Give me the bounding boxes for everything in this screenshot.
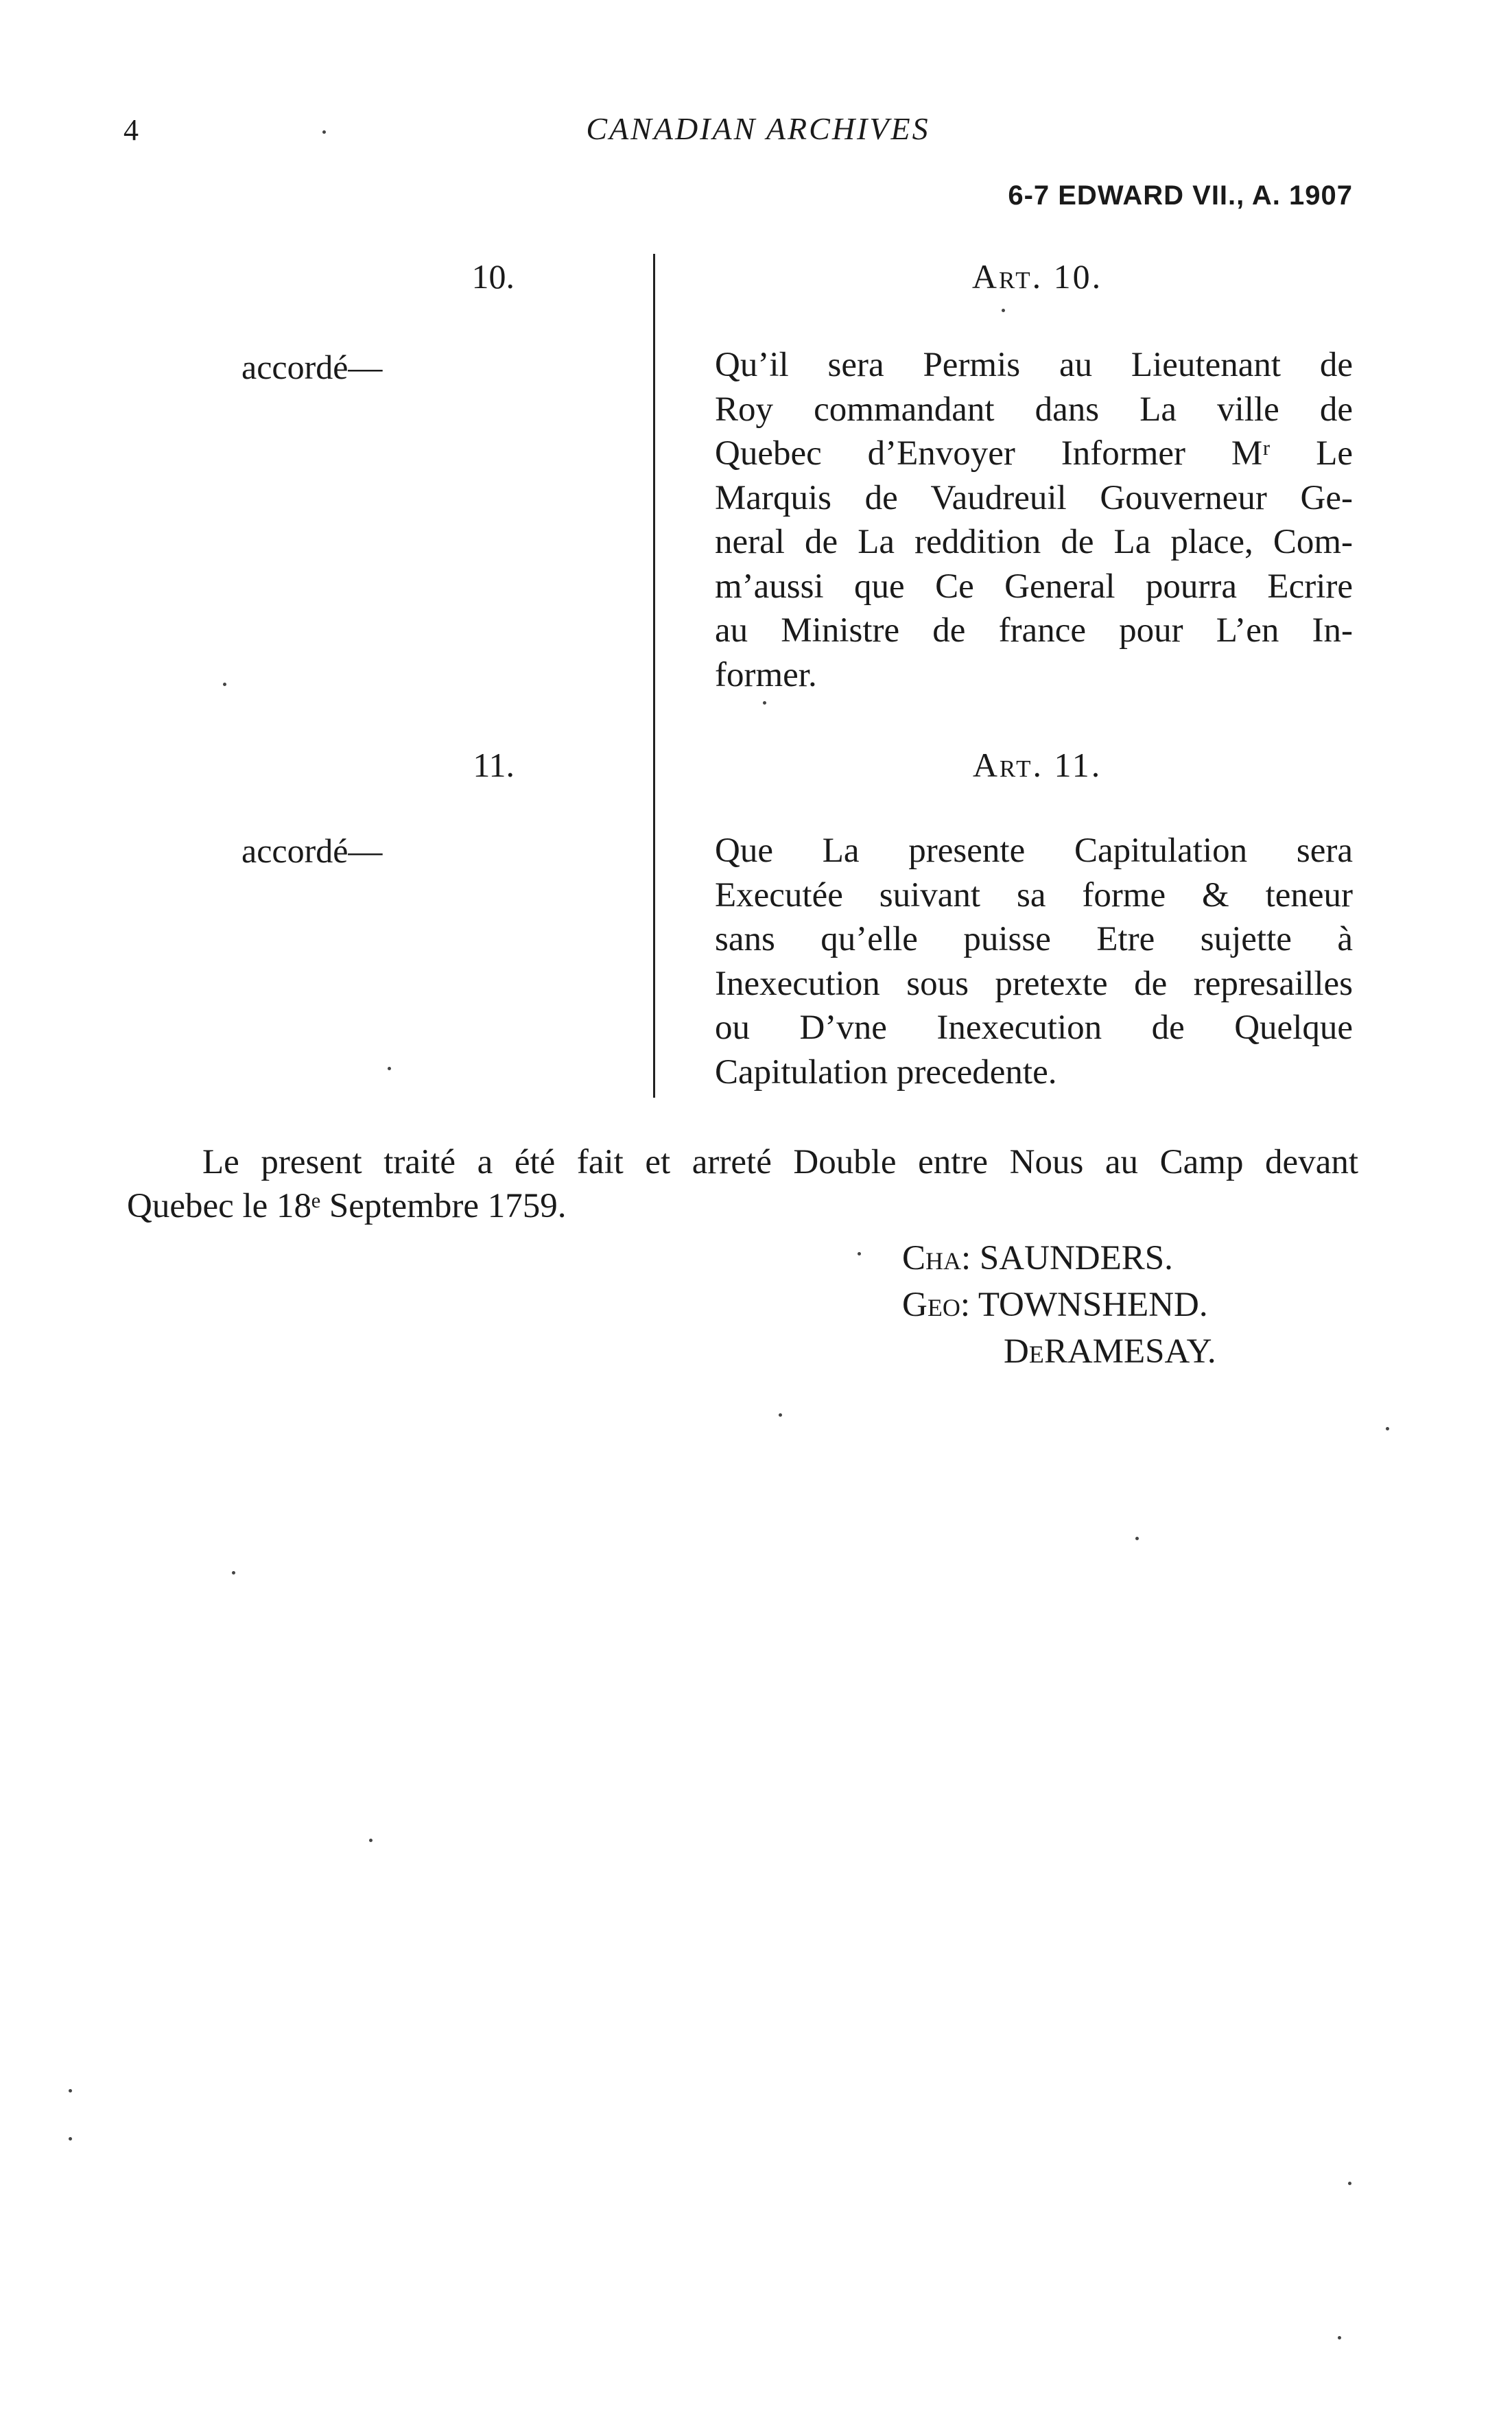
closing-line: Quebec le 18ᵉ Septembre 1759. [127,1187,567,1225]
article-line: ou D’vne Inexecution de Quelque [715,1009,1353,1047]
article-line: Executée suivant sa forme & teneur [715,875,1353,915]
scan-speck [223,683,226,686]
article-line: m’aussi que Ce General pourra Ecrire [715,567,1353,606]
article-line: Inexecution sous pretexte de represailles [715,964,1353,1003]
left-note-article-10: accordé— [241,348,383,386]
left-article-number-11: 11. [473,746,515,784]
article-line: Roy commandant dans La ville de [715,390,1353,429]
scan-speck [1338,2336,1341,2339]
article-line: Capitulation precedente. [715,1052,1057,1092]
scan-speck [779,1413,782,1417]
article-body-11 [715,829,1353,1094]
page-number: 4 [123,113,139,147]
session-line: 6-7 EDWARD VII., A. 1907 [1008,180,1353,211]
left-note-article-11: accordé— [241,832,383,870]
signature-saunders: Cha: SAUNDERS. [902,1239,1173,1277]
left-article-number-10: 10. [471,257,515,296]
signature-block [902,1235,1216,1375]
scan-speck [1002,309,1005,312]
column-divider [653,254,655,1098]
scan-speck [1348,2182,1351,2185]
scan-speck [232,1571,235,1575]
running-head: CANADIAN ARCHIVES [586,111,930,146]
article-line: sans qu’elle puisse Etre sujette à [715,920,1353,958]
article-line: Que La presente Capitulation sera [715,832,1353,870]
article-line: au Ministre de france pour L’en In- [715,611,1353,650]
signature-townshend: Geo: TOWNSHEND. [902,1286,1208,1324]
scan-speck [69,2089,72,2092]
article-heading-11: Art. 11. [972,746,1102,784]
scan-speck [1135,1537,1139,1540]
scan-speck [322,130,326,134]
closing-line: Le present traité a été fait et arreté Double entre Nous au Camp devant [202,1143,1358,1181]
closing-paragraph [127,1140,1358,1228]
article-heading-10: Art. 10. [971,257,1103,296]
scan-speck [369,1839,373,1842]
scan-speck [1386,1427,1389,1430]
scan-speck [69,2137,72,2141]
signature-deramesay: DeRAMESAY. [1004,1332,1216,1371]
article-line: Quebec d’Envoyer Informer Mʳ Le [715,434,1353,473]
article-line: Marquis de Vaudreuil Gouverneur Ge- [715,478,1353,517]
article-line: neral de La reddition de La place, Com- [715,523,1353,561]
article-body-10 [715,343,1353,697]
article-line: Qu’il sera Permis au Lieutenant de [715,346,1353,384]
scan-speck [858,1252,861,1255]
article-line: former. [715,655,817,694]
scan-speck [388,1067,391,1070]
scan-speck [763,701,766,705]
